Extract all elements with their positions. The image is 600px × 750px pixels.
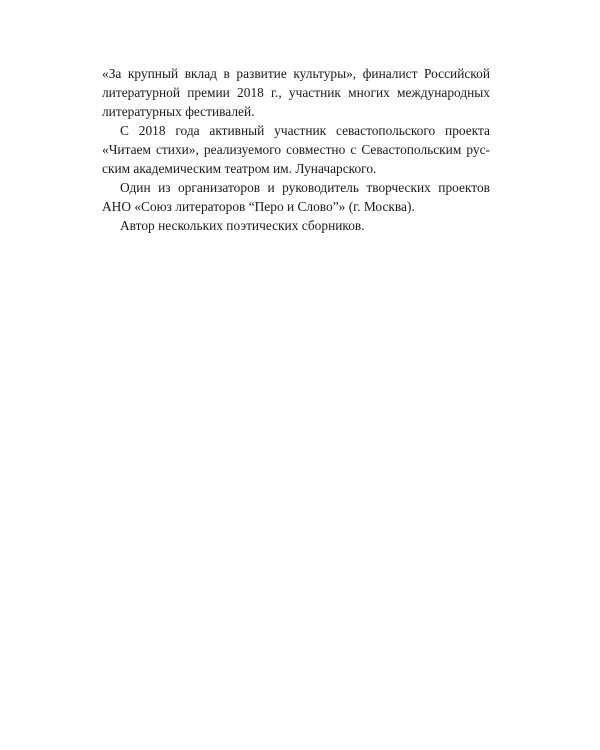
text-line: «За крупный вклад в развитие культуры», финалист Российской bbox=[102, 66, 490, 81]
text-line: литературных фестивалей. bbox=[102, 104, 255, 119]
text-line: «Читаем стихи», реализуемого совместно с Севастопольским рус- bbox=[102, 142, 490, 157]
text-line: Один из организаторов и руководитель творческих проектов bbox=[120, 180, 490, 195]
text-line: ским академическим театром им. Луначарского. bbox=[102, 161, 377, 176]
text-line: литературной премии 2018 г., участник многих международных bbox=[102, 85, 490, 100]
text-line: Автор нескольких поэтических сборников. bbox=[120, 218, 365, 233]
text-line: С 2018 года активный участник севастопольского проекта bbox=[120, 123, 490, 138]
text-line: АНО «Союз литераторов “Перо и Слово”» (г. Москва). bbox=[102, 199, 415, 214]
body-text bbox=[102, 64, 490, 235]
